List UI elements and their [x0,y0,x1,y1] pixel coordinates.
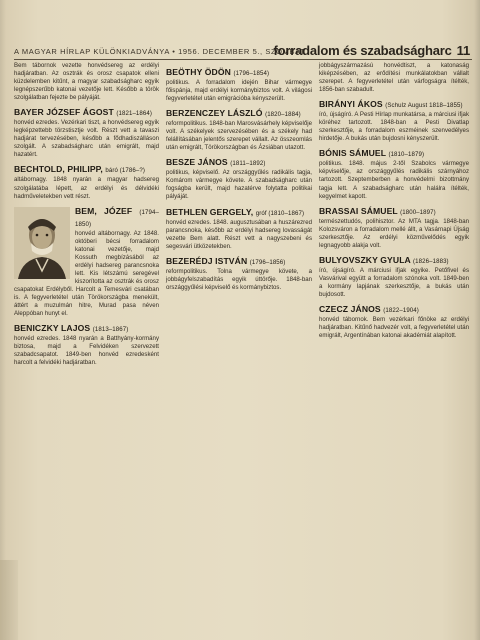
entry-heading: BEZERÉDJ ISTVÁN (1796–1856) [166,255,286,266]
entry-heading: CZECZ JÁNOS (1822–1904) [319,303,419,314]
entry-text: honvéd altábornagy. Az 1848. októberi bécsi forradalom katonai vezetője, majd Kossuth megbízásából az erdélyi hadsereg parancsnoka lett. Kis létszámú seregével kiszorította az osztrák és orosz csapatokat Erdélyből. Harcolt a Temesvári csatában is. A fegyverletétel után Törökországba menekült, áttért a muzulmán hitre, Murad pasa néven Aleppóban hunyt el. [14,229,159,318]
entry-biranyi [319,99,469,143]
page-shadow-left [0,0,6,640]
header-rule [14,59,472,60]
entry-text: politikus. 1848. május 2-től Szabolcs vármegye képviselője, az országgyűlés radikális szárnyához tartozott. Szeptemberben a honvédelmi bizottmány tagja lett. A szabadságharc után halálra ítélték, kegyelmet kapott. [319,160,469,200]
header-publication-line: A MAGYAR HÍRLAP KÜLÖNKIADVÁNYA • 1956. DECEMBER 5., SZOMBAT [14,47,306,56]
entry-text: reformpolitikus. Tolna vármegye követe, a jobbágyfelszabadítás egyik úttörője. 1848-ban országgyűlési képviselő és kormánybiztos. [166,267,312,291]
entry-heading: BENICZKY LAJOS (1813–1867) [14,323,129,334]
entry-text: politikus. A forradalom idején Bihar vármegye főispánja, majd erdélyi kormánybiztos volt. A világosi fegyverletétel után emigrációba kényszerült. [166,79,312,103]
entry-bethlen [166,207,312,251]
entry-heading: BULYOVSZKY GYULA (1826–1883) [319,254,449,265]
continued-text: jobbágyszármazású honvédtiszt, a katonaság kiképzésében, az erődítési munkálatokban vállalt szerepet. A fegyverletétel után várfogságra ítélték, 1856-ban szabadult. [319,62,469,94]
entry-brassai [319,206,469,250]
column-3 [319,62,469,343]
column-1 [14,62,159,370]
entry-bonis [319,148,469,200]
intro-text: Bem tábornok vezette honvédsereg az erdélyi hadjáratban. Az osztrák és orosz csapatok elleni küzdelemben kitűnt, a magyar szabadságharc egyik legnépszerűbb katonai vezetője lett. Később a török szolgálatban fejezte be pályáját. [14,62,159,102]
bem-portrait-image [14,207,70,279]
page-header [14,36,472,58]
page-number: 11 [456,43,470,58]
entry-text: honvéd ezredes. 1848 nyarán a Batthyány-kormány biztosa, majd a Felvidéken szervezett szabadcsapatot. 1849-ben honvéd ezredesként harcolt a felvidéki hadjáratban. [14,335,159,367]
entry-text: honvéd tábornok. Bem vezérkari főnöke az erdélyi hadjáratban. Kitűnő hadvezér volt, a fegyverletétel után emigrált, Argentínában katonai akadémiát alapított. [319,315,469,340]
page-corner-shadow [0,560,18,640]
entry-bayer [14,107,159,159]
entry-text: író, újságíró. A Pesti Hírlap munkatársa, a márciusi ifjak köréhez tartozott. 1848-ban a Pesti Divatlap szerkesztője, a forradalom eszméinek szenvedélyes hirdetője. A bukás után bujdosni kényszerült. [319,111,469,143]
entry-berzenczey [166,108,312,152]
entry-heading: BÓNIS SÁMUEL (1810–1879) [319,148,425,159]
entry-heading: BEM, JÓZEF (1794–1850) [75,205,159,228]
page-shadow-right [474,0,480,640]
header-section-title [274,43,470,58]
entry-text: honvéd ezredes. Vezérkari tiszt, a honvédsereg egyik legképzettebb törzstisztje volt. Részt vett a tavaszi hadjárat tervezésében, később a fődhadiszálláson szolgált. A szabadságharc után emigrált, majd hazatért. [14,119,159,159]
entry-heading: BIRÁNYI ÁKOS (Schulz August 1818–1855) [319,99,463,110]
column-2 [166,62,312,295]
entry-text: természettudós, polihisztor. Az MTA tagja. 1848-ban Kolozsváron a forradalom mellé állt, a Vasárnapi Újság szerkesztője. Az erdélyi közművelődés egyik legnagyobb alakja volt. [319,217,469,249]
entry-heading: BRASSAI SÁMUEL (1800–1897) [319,205,436,216]
entry-heading: BERZENCZEY LÁSZLÓ (1820–1884) [166,108,301,119]
entry-bechtold [14,164,159,200]
entry-heading: BEÖTHY ÖDÖN (1796–1854) [166,67,270,77]
entry-heading: BECHTOLD, PHILIPP, báró (1786–?) [14,164,145,175]
entry-bulyovszky [319,255,469,299]
entry-czecz [319,304,469,340]
entry-text: író, újságíró. A márciusi ifjak egyike. Petőfivel és Vasvárival együtt a forradalom szónoka volt. 1849-ben a kormány lapjának szerkesztője, a bukás után bujdosott. [319,266,469,298]
entry-text: politikus, képviselő. Az országgyűlés radikális tagja, Komárom vármegye követe. A szabadságharc után fogságba került, majd hazatérve folytatta politikai pályáját. [166,169,312,201]
entry-text: reformpolitikus. 1848-ban Marosvásárhely képviselője volt. A székelyek szervezésében és a székely had felállításában jelentős szerepet vállalt. Az összeomlás után emigrált, Törökországban és Ázsiában utazott. [166,120,312,152]
entry-text: honvéd ezredes. 1848. augusztusában a huszárezred parancsnoka, később az erdélyi hadsereg lovasságát vezette Bem alatt. Részt vett a nagyszebeni és segesvári ütközetekben. [166,218,312,250]
entry-heading: BETHLEN GERGELY, gróf (1810–1867) [166,206,305,217]
entry-beniczky [14,323,159,367]
entry-text: altábornagy. 1848 nyarán a magyar hadsereg szolgálatába lépett, az erdélyi és délvidéki hadműveletekben vett részt. [14,176,159,200]
entry-besze [166,157,312,201]
section-title: forradalom és szabadságharc [273,43,452,58]
entry-heading: BAYER JÓZSEF ÁGOST (1821–1864) [14,107,153,118]
entry-bem [14,206,159,319]
entry-beothy [166,67,312,103]
entry-heading: BESZE JÁNOS (1811–1892) [166,157,266,168]
entry-bezeredj [166,256,312,292]
